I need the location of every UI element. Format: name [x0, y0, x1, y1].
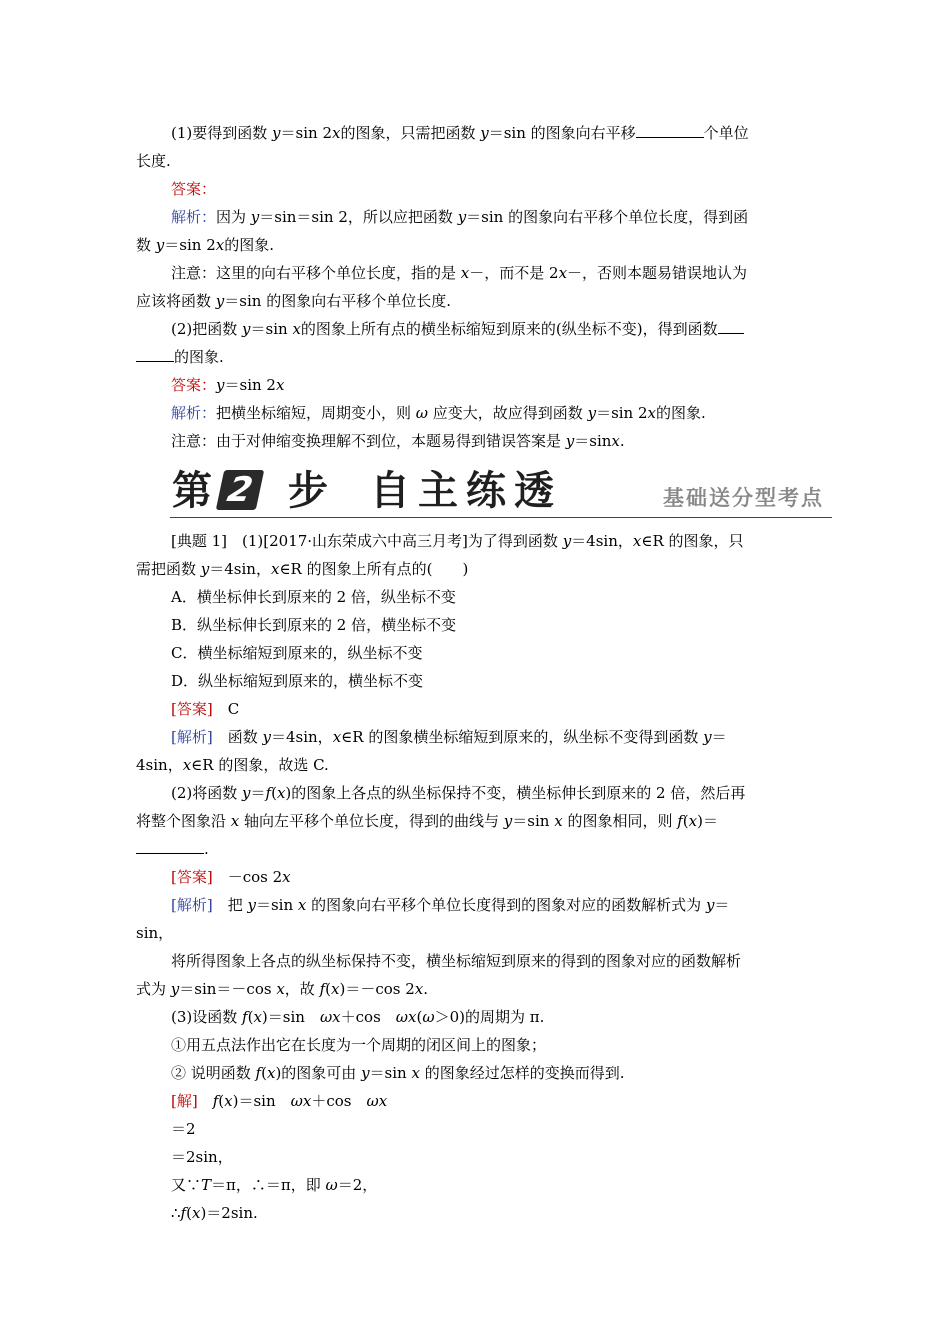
text: 轴向左平移个单位长度，得到的曲线与 — [239, 812, 504, 830]
example-2-line-3 — [136, 839, 209, 859]
text: )＝－cos 2 — [339, 980, 415, 998]
text: ( — [186, 1204, 192, 1222]
text: 4sin， — [136, 756, 183, 774]
text: 的图象上所有点的横坐标缩短到原来的(纵坐标不变)，得到函数 — [300, 320, 718, 338]
question-1-line-2 — [136, 151, 171, 171]
example-2-analysis-line-1 — [171, 895, 729, 915]
var: x — [332, 1008, 341, 1026]
var: x — [276, 980, 285, 998]
text: ＝sin 2 — [596, 404, 648, 422]
text: ，故 — [284, 980, 320, 998]
note-1-line-2 — [136, 291, 451, 311]
option-d — [171, 671, 423, 691]
text: ( — [416, 1008, 423, 1026]
text: ＋cos — [311, 1092, 367, 1110]
text: ＋cos — [340, 1008, 396, 1026]
text: ＝sin 2 — [164, 236, 216, 254]
banner-step-suffix: 步 — [288, 468, 330, 514]
solution-line-3 — [171, 1147, 233, 1167]
var: x — [282, 868, 291, 886]
var: x — [182, 756, 192, 774]
text: D．纵坐标缩短到原来的，横坐标不变 — [171, 672, 424, 690]
var: x — [688, 812, 698, 830]
var: ω — [325, 1176, 338, 1194]
text: (2)将函数 — [171, 784, 243, 802]
var: y — [587, 404, 597, 422]
answer-2 — [171, 375, 284, 395]
note-1-line-1 — [171, 263, 747, 283]
text: ＝ — [711, 728, 727, 746]
var: y — [155, 236, 165, 254]
text: ＝π，∴＝π，即 — [211, 1176, 326, 1194]
text: 把 — [212, 896, 248, 914]
example-2-analysis-line-4 — [136, 979, 428, 999]
var: y — [562, 532, 572, 550]
example-2-analysis-line-3 — [171, 951, 741, 971]
answer-label: [答案] — [171, 868, 213, 886]
solution-line-4 — [171, 1175, 377, 1195]
text: 应变大，故应得到函数 — [428, 404, 588, 422]
answer-label — [171, 179, 216, 199]
text: ( — [271, 784, 277, 802]
text: [典题 1] (1)[2017·山东荣成六中高三月考]为了得到函数 — [171, 532, 563, 550]
text: )的图象上各点的纵坐标保持不变，横坐标伸长到原来的 2 倍，然后再 — [285, 784, 746, 802]
var: x — [611, 432, 620, 450]
example-2-answer — [171, 867, 291, 887]
var: ω — [366, 1092, 379, 1110]
text: ∴ — [171, 1204, 181, 1222]
text: ( — [218, 1092, 225, 1110]
text: 因为 — [216, 208, 251, 226]
analysis-label: 解析： — [171, 404, 217, 422]
var: x — [647, 404, 656, 422]
var: y — [457, 208, 467, 226]
var: x — [270, 560, 280, 578]
text: ＝sin＝－cos — [179, 980, 277, 998]
text: 的图象经过怎样的变换而得到. — [419, 1064, 625, 1082]
var: x — [266, 1064, 276, 1082]
text: C — [212, 700, 240, 718]
text: 长度. — [136, 152, 171, 170]
var: ω — [319, 1008, 333, 1026]
text: ＝ — [714, 896, 730, 914]
var: x — [558, 264, 568, 282]
var: f — [677, 812, 683, 830]
text: 的图象相同，则 — [562, 812, 678, 830]
example-2-analysis-line-2 — [136, 923, 173, 943]
question-2-line-2 — [136, 347, 224, 367]
solution-line-5 — [171, 1203, 258, 1223]
var: y — [565, 432, 575, 450]
var: ω — [415, 404, 429, 422]
example-3-part-2 — [171, 1063, 625, 1083]
example-1-answer — [171, 699, 239, 719]
text: ＝4sin， — [209, 560, 271, 578]
text: ＝sin — [512, 812, 555, 830]
text: 将整个图象沿 — [136, 812, 231, 830]
example-1-line-1 — [171, 531, 744, 551]
text: ( — [682, 812, 689, 830]
text: B．纵坐标伸长到原来的 2 倍，横坐标不变 — [171, 616, 457, 634]
banner-number-text: 2 — [223, 470, 257, 510]
text: 注意：由于对伸缩变换理解不到位，本题易得到错误答案是 — [171, 432, 566, 450]
text: 函数 — [212, 728, 263, 746]
example-1-analysis-line-1 — [171, 727, 727, 747]
text: )的图象可由 — [275, 1064, 362, 1082]
text: 的图象，只需把函数 — [340, 124, 481, 142]
var: y — [170, 980, 180, 998]
var: x — [224, 1092, 233, 1110]
answer-blank — [636, 123, 704, 138]
var: f — [255, 1064, 262, 1082]
banner-step-prefix: 第 — [172, 468, 214, 514]
var: y — [480, 124, 489, 142]
text: ∈R 的图象横坐标缩短到原来的，纵坐标不变得到函数 — [341, 728, 704, 746]
var: x — [302, 1092, 312, 1110]
var: y — [215, 292, 225, 310]
var: y — [250, 208, 260, 226]
text: ② 说明函数 — [171, 1064, 256, 1082]
var: f — [242, 1008, 248, 1026]
text: 个单位 — [703, 124, 749, 142]
option-c — [171, 643, 422, 663]
example-1-line-2 — [136, 559, 468, 579]
text: ＝sin 2 — [280, 124, 332, 142]
text: 需把函数 — [136, 560, 201, 578]
text: . — [619, 432, 625, 450]
text: ＞0)的周期为 π. — [434, 1008, 545, 1026]
var: y — [272, 124, 281, 142]
text: 的图象. — [174, 348, 224, 366]
var: x — [230, 812, 240, 830]
solution-line-2 — [171, 1119, 196, 1139]
text: ＝sin — [369, 1064, 412, 1082]
example-2-line-1 — [171, 783, 745, 803]
text: ( — [247, 1008, 254, 1026]
var: x — [253, 1008, 262, 1026]
var: x — [414, 980, 424, 998]
question-2-line-1 — [171, 319, 744, 339]
var: x — [332, 728, 342, 746]
var: y — [216, 376, 225, 394]
var: T — [201, 1176, 212, 1194]
banner-step-number — [216, 470, 265, 510]
var: x — [411, 1064, 420, 1082]
var: f — [180, 1204, 187, 1222]
answer-blank — [136, 347, 174, 362]
text: ＝2， — [337, 1176, 378, 1194]
text: －，否则本题易错误地认为 — [567, 264, 748, 282]
text: －，而不是 2 — [469, 264, 559, 282]
text: ＝sin＝sin 2，所以应把函数 — [259, 208, 458, 226]
text: (1)要得到函数 — [171, 124, 273, 142]
text: sin， — [136, 924, 174, 942]
var: y — [361, 1064, 370, 1082]
text: ＝sin — [250, 320, 293, 338]
solution-label: [解] — [171, 1092, 198, 1110]
text: ∈R 的图象上所有点的( ) — [279, 560, 469, 578]
text: 注意：这里的向右平移个单位长度，指的是 — [171, 264, 461, 282]
var: x — [276, 784, 286, 802]
answer-blank — [718, 319, 744, 334]
text: )＝sin — [261, 1008, 320, 1026]
var: x — [408, 1008, 417, 1026]
var: y — [262, 728, 271, 746]
example-2-line-2 — [136, 811, 718, 831]
var: y — [703, 728, 712, 746]
solution-line-1 — [171, 1091, 387, 1111]
var: y — [242, 320, 251, 338]
var: ω — [422, 1008, 435, 1026]
text: 式为 — [136, 980, 171, 998]
var: x — [460, 264, 470, 282]
var: ω — [290, 1092, 303, 1110]
text: ＝sin 2 — [224, 376, 276, 394]
text: ＝sin 的图象向右平移 — [488, 124, 636, 142]
text: ＝sin 的图象向右平移个单位长度，得到函 — [466, 208, 749, 226]
var: f — [265, 784, 272, 802]
analysis-label: [解析] — [171, 896, 213, 914]
text: 数 — [136, 236, 156, 254]
var: y — [705, 896, 715, 914]
text: ①用五点法作出它在长度为一个周期的闭区间上的图象； — [171, 1036, 547, 1054]
var: x — [275, 376, 285, 394]
text — [198, 1092, 213, 1110]
var: x — [331, 980, 340, 998]
question-1-line-1 — [171, 123, 749, 143]
text: ∈R 的图象，只 — [641, 532, 744, 550]
text: C．横坐标缩短到原来的，纵坐标不变 — [171, 644, 423, 662]
var: x — [297, 896, 307, 914]
banner-title: 自主练透 — [370, 468, 562, 514]
var: f — [319, 980, 326, 998]
var: x — [632, 532, 642, 550]
answer-label: [答案] — [171, 700, 213, 718]
text: ＝sin — [255, 896, 298, 914]
text: ＝ — [250, 784, 266, 802]
var: x — [292, 320, 301, 338]
text: ＝4sin， — [270, 728, 333, 746]
var: x — [554, 812, 563, 830]
analysis-1-line-2 — [136, 235, 274, 255]
text: A．横坐标伸长到原来的 2 倍，纵坐标不变 — [171, 588, 456, 606]
var: ω — [395, 1008, 409, 1026]
example-1-analysis-line-2 — [136, 755, 329, 775]
text: 的图象. — [656, 404, 706, 422]
text: ∈R 的图象，故选 C. — [191, 756, 329, 774]
answer-blank — [136, 839, 204, 854]
example-3-part-1 — [171, 1035, 546, 1055]
example-3-line-1 — [171, 1007, 544, 1027]
text: ( — [325, 980, 331, 998]
text: (2)把函数 — [171, 320, 243, 338]
var: x — [215, 236, 225, 254]
text: )＝ — [697, 812, 718, 830]
answer-label: 答案： — [171, 376, 217, 394]
var: y — [503, 812, 513, 830]
option-a — [171, 587, 456, 607]
note-2 — [171, 431, 625, 451]
var: y — [200, 560, 210, 578]
text: )＝2sin. — [200, 1204, 258, 1222]
var: x — [191, 1204, 201, 1222]
text: 的图象. — [224, 236, 274, 254]
text: 答案： — [171, 180, 217, 198]
var: y — [247, 896, 256, 914]
var: x — [378, 1092, 388, 1110]
text: －cos 2 — [212, 868, 283, 886]
banner-subtitle: 基础送分型考点 — [663, 486, 824, 510]
text: 应该将函数 — [136, 292, 216, 310]
option-b — [171, 615, 456, 635]
analysis-2 — [171, 403, 706, 423]
text: ＝2 — [171, 1120, 196, 1138]
var: x — [331, 124, 341, 142]
text: ＝4sin， — [571, 532, 633, 550]
text: 把横坐标缩短，周期变小，则 — [216, 404, 416, 422]
analysis-label: 解析： — [171, 208, 217, 226]
var: f — [212, 1092, 219, 1110]
text: ＝sin 的图象向右平移个单位长度. — [224, 292, 451, 310]
text: ＝sin — [574, 432, 612, 450]
analysis-label: [解析] — [171, 728, 213, 746]
text: 的图象向右平移个单位长度得到的图象对应的函数解析式为 — [306, 896, 706, 914]
text: )＝sin — [232, 1092, 291, 1110]
text: ＝2sin， — [171, 1148, 233, 1166]
section-banner — [170, 466, 832, 520]
analysis-1-line-1 — [171, 207, 748, 227]
text: . — [423, 980, 429, 998]
text: (3)设函数 — [171, 1008, 243, 1026]
text: 又∵ — [171, 1176, 202, 1194]
text: . — [204, 840, 209, 858]
text: 将所得图象上各点的纵坐标保持不变，横坐标缩短到原来的得到的图象对应的函数解析 — [171, 952, 742, 970]
text: ( — [261, 1064, 267, 1082]
banner-rule — [170, 517, 832, 518]
var: y — [242, 784, 251, 802]
